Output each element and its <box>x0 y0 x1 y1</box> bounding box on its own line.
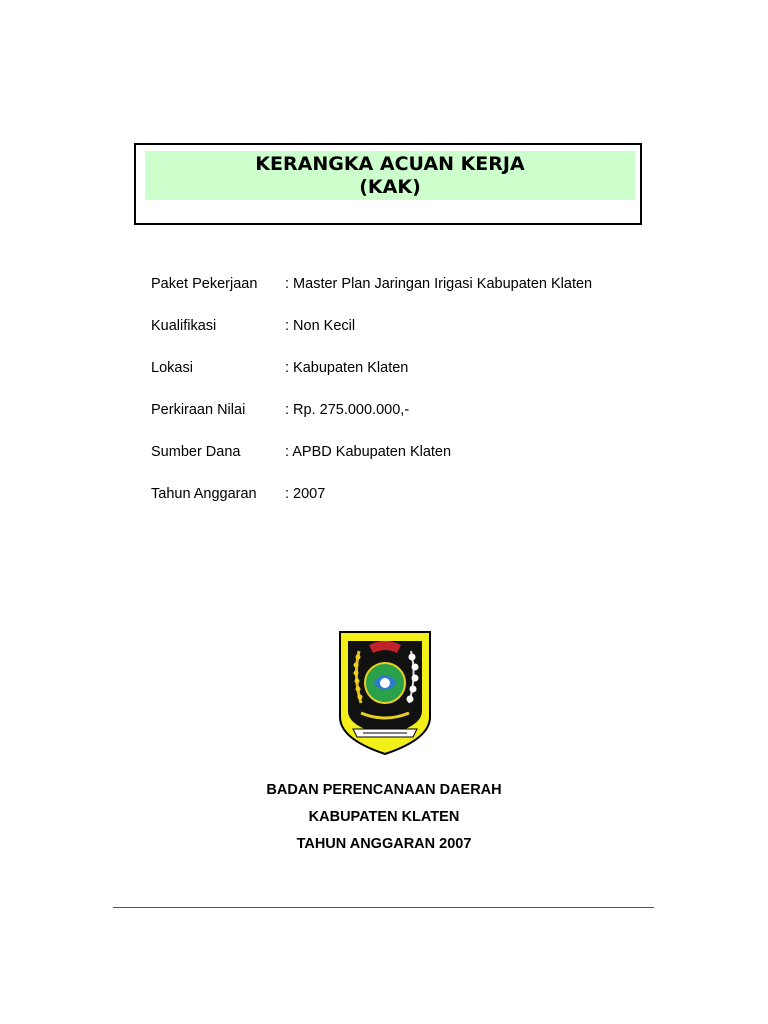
detail-label: Tahun Anggaran <box>151 486 257 502</box>
agency-region: KABUPATEN KLATEN <box>308 809 460 825</box>
detail-value: : APBD Kabupaten Klaten <box>285 444 452 460</box>
detail-row-lokasi <box>151 358 651 400</box>
document-title: KERANGKA ACUAN KERJA <box>255 153 525 175</box>
detail-label: Sumber Dana <box>151 444 241 460</box>
title-box <box>134 143 642 225</box>
detail-row-kualifikasi <box>151 316 651 358</box>
detail-value: : Rp. 275.000.000,- <box>285 402 410 418</box>
detail-value: : 2007 <box>285 486 326 502</box>
detail-label: Kualifikasi <box>151 318 217 334</box>
detail-label: Lokasi <box>151 360 193 376</box>
agency-block <box>0 780 768 861</box>
document-subtitle: (KAK) <box>359 176 421 198</box>
detail-row-sumber-dana <box>151 442 651 484</box>
detail-row-tahun-anggaran <box>151 484 651 526</box>
agency-name: BADAN PERENCANAAN DAERAH <box>266 782 502 798</box>
detail-value: : Master Plan Jaringan Irigasi Kabupaten Klaten <box>285 276 593 292</box>
detail-row-perkiraan-nilai <box>151 400 651 442</box>
footer-divider <box>113 907 654 908</box>
klaten-regency-emblem-icon <box>339 631 431 755</box>
detail-value: : Kabupaten Klaten <box>285 360 409 376</box>
agency-year: TAHUN ANGGARAN 2007 <box>296 836 472 852</box>
detail-value: : Non Kecil <box>285 318 356 334</box>
project-details <box>151 274 651 526</box>
detail-row-paket-pekerjaan <box>151 274 651 316</box>
detail-label: Perkiraan Nilai <box>151 402 246 418</box>
detail-label: Paket Pekerjaan <box>151 276 258 292</box>
title-band <box>145 151 635 200</box>
